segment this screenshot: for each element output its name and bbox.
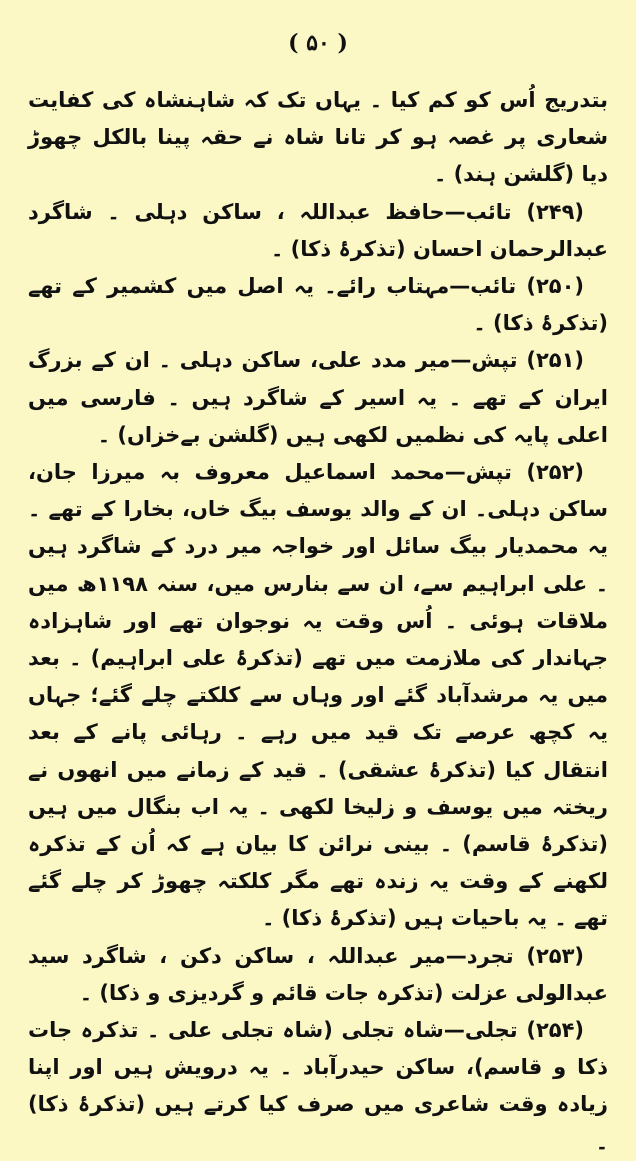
entry-252: (۲۵۲) تپش—محمد اسماعیل معروف بہ میرزا جان، ساکن دہلی۔ ان کے والد یوسف بیگ خاں، بخارا کے تھے ۔ یہ محمدیار بیگ سائل اور خواجہ میر درد کے شاگرد ہیں ۔ علی ابراہیم سے، ان سے بنارس میں، سنہ ۱۱۹۸ھ میں ملاقات ہوئی ۔ اُس وقت یہ نوجوان تھے اور شاہزادہ جہاندار کی ملازمت میں تھے (تذکرۂ علی ابراہیم) ۔ بعد میں یہ مرشدآباد گئے اور وہاں سے کلکتے چلے گئے؛ جہاں یہ کچھ عرصے تک قید میں رہے ۔ رہائی پانے کے بعد انتقال کیا (تذکرۂ عشقی) ۔ قید کے زمانے میں انھوں نے ریختہ میں یوسف و زلیخا لکھی ۔ یہ اب بنگال میں ہیں (تذکرۂ قاسم) ۔ بینی نرائن کا بیان ہے کہ اُن کے تذکرہ لکھنے کے وقت یہ زندہ تھے مگر کلکتہ چھوڑ کر چلے گئے تھے ۔ یہ باحیات ہیں (تذکرۂ ذکا) ۔ [28,460,608,931]
entry-253: (۲۵۳) تجرد—میر عبداللہ ، ساکن دکن ، شاگرد سید عبدالولی عزلت (تذکرہ جات قائم و گردیزی و ذکا) ۔ [28,943,608,1005]
paragraph-continuation: بتدریج اُس کو کم کیا ۔ یہاں تک کہ شاہنشاہ کی کفایت شعاری پر غصہ ہو کر تانا شاہ نے حقہ پینا بالکل چھوڑ دیا (گلشن ہند) ۔ [28,88,608,187]
page-number: ( ۵۰ ) [288,30,348,56]
entry-251: (۲۵۱) تپش—میر مدد علی، ساکن دہلی ۔ ان کے بزرگ ایران کے تھے ۔ یہ اسیر کے شاگرد ہیں ۔ فارسی میں اعلی پایہ کی نظمیں لکھی ہیں (گلشن بےخزاں) ۔ [28,348,608,447]
entry-249: (۲۴۹) تائب—حافظ عبداللہ ، ساکن دہلی ۔ شاگرد عبدالرحمان احسان (تذکرۂ ذکا) ۔ [28,199,608,261]
entry-250: (۲۵۰) تائب—مہتاب رائے۔ یہ اصل میں کشمیر کے تھے (تذکرۂ ذکا) ۔ [28,274,608,336]
body-text [28,82,608,1161]
entry-254: (۲۵۴) تجلی—شاہ تجلی (شاہ تجلی علی ۔ تذکرہ جات ذکا و قاسم)، ساکن حیدرآباد ۔ یہ درویش ہیں اور اپنا زیادہ وقت شاعری میں صرف کیا کرتے ہیں (تذکرۂ ذکا) ۔ [28,1018,608,1154]
